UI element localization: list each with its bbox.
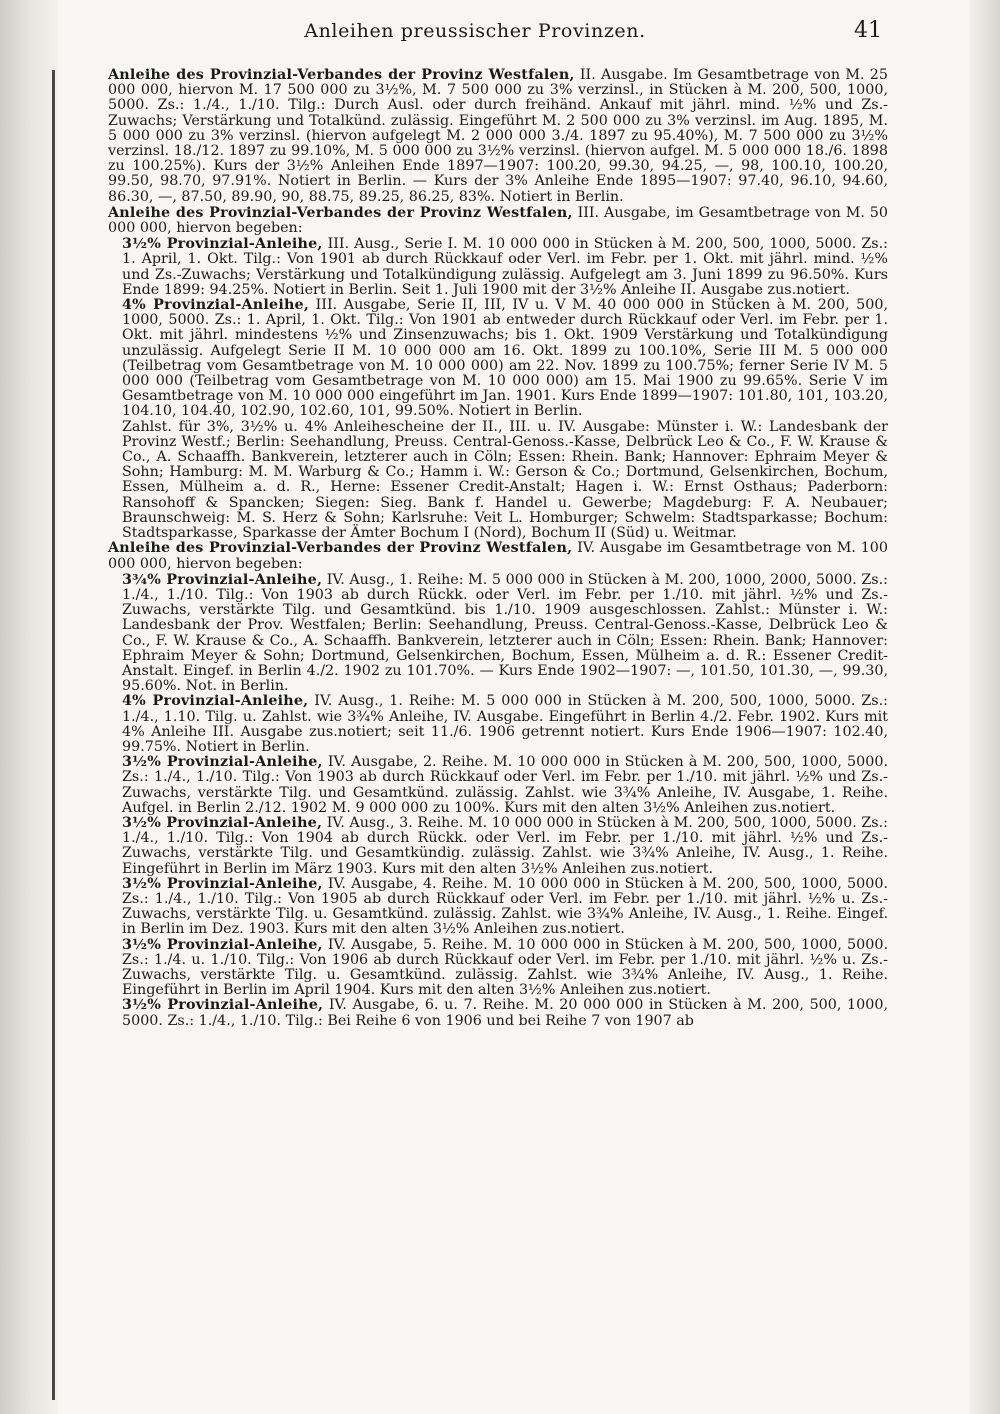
paragraph-text: IV. Ausgabe, 2. Reihe. M. 10 000 000 in Stücken à M. 200, 500, 1000, 5000. Zs.: 1./4., 1./10. Tilg.: Von 1903 ab durch Rückkauf oder Verl. im Febr. per 1./10. mit jährl. ½% und Zs.-Zuwachs, verstärkte Tilg. und Gesamtkünd. zulässig. Zahlst. wie 3¾% Anleihe, IV. Ausgabe, 1. Reihe. Aufgel. in Berlin 2./12. 1902 M. 9 000 000 zu 100%. Kurs mit den alten 3½% Anleihen zus.notiert. [122, 754, 888, 816]
paragraph-text: III. Ausg., Serie I. M. 10 000 000 in Stücken à M. 200, 500, 1000, 5000. Zs.: 1. April, 1. Okt. Tilg.: Von 1901 ab durch Rückkauf oder Verl. im Febr. per 1. Okt. mit jährl. mind. ½% und Zs.-Zuwachs; Verstärkung und Totalkündigung zulässig. Aufgelegt am 3. Juni 1899 zu 96.50%. Kurs Ende 1899: 94.25%. Notiert in Berlin. Seit 1. Juli 1900 mit der 3½% Anleihe II. Ausgabe zus.notiert. [122, 236, 888, 298]
paragraph-text: IV. Ausgabe im Gesamtbetrage von M. 100 000 000, hiervon begeben: [108, 540, 888, 572]
paragraph [108, 237, 888, 298]
paragraph [108, 877, 888, 938]
paragraph [108, 420, 888, 542]
paragraph-text: IV. Ausgabe, 4. Reihe. M. 10 000 000 in Stücken à M. 200, 500, 1000, 5000. Zs.: 1./4., 1./10. Tilg.: Von 1905 ab durch Rückkauf oder Verl. im Febr. per 1./10. mit jährl. ½% u. Zs.-Zuwachs, verstärkte Tilg. u. Gesamtkünd. zulässig. Zahlst. wie 3¾% Anleihe, IV. Ausg., 1. Reihe. Eingef. in Berlin im Dez. 1903. Kurs mit den alten 3½% Anleihen zus.notiert. [122, 875, 888, 938]
paragraph-heading: 4% Provinzial-Anleihe, [122, 693, 309, 710]
running-head: Anleihen preussischer Provinzen. [304, 20, 646, 42]
page-body [108, 68, 888, 1029]
page-edge [970, 0, 1000, 1414]
paragraph-text: IV. Ausgabe, 5. Reihe. M. 10 000 000 in Stücken à M. 200, 500, 1000, 5000. Zs.: 1./4. u. 1./10. Tilg.: Von 1906 ab durch Rückkauf oder Verl. im Febr. per 1./10. mit jährl. ½% u. Zs.-Zuwachs, verstärkte Tilg. u. Gesamtkünd. zulässig. Zahlst. wie 3¾% Anleihe, IV. Ausg., 1. Reihe. Eingeführt in Berlin im April 1904. Kurs mit den alten 3½% Anleihen zus.notiert. [122, 936, 888, 999]
gutter-shadow-line [52, 70, 55, 1400]
paragraph-text: IV. Ausg., 1. Reihe: M. 5 000 000 in Stücken à M. 200, 500, 1000, 5000. Zs.: 1./4., 1.10. Tilg. u. Zahlst. wie 3¾% Anleihe, IV. Ausgabe. Eingeführt in Berlin 4./2. Febr. 1902. Kurs mit 4% Anleihe III. Ausgabe zus.notiert; seit 11./6. 1906 getrennt notiert. Kurs Ende 1906—1907: 102.40, 99.75%. Notiert in Berlin. [122, 693, 888, 755]
paragraph [108, 541, 888, 571]
paragraph-heading: 3½% Provinzial-Anleihe, [122, 754, 323, 771]
paragraph-text: Zahlst. für 3%, 3½% u. 4% Anleihescheine der II., III. u. IV. Ausgabe: Münster i. W.: Landesbank der Provinz Westf.; Berlin: Seehandlung, Preuss. Central-Genoss.-Kasse, Delbrück Leo & Co., F. W. Krause & Co., A. Schaaffh. Bankverein, letzterer auch in Cöln; Essen: Rhein. Bank; Hannover: Ephraim Meyer & Sohn; Hamburg: M. M. Warburg & Co.; Hamm i. W.: Gerson & Co.; Dortmund, Gelsenkirchen, Bochum, Essen, Mülheim a. d. R., Herne: Essener Credit-Anstalt; Hagen i. W.: Ernst Osthaus; Paderborn: Ransohoff & Spancken; Siegen: Sieg. Bank f. Handel u. Gewerbe; Magdeburg: F. A. Neubauer; Braunschweig: M. S. Herz & Sohn; Karlsruhe: Veit L. Homburger; Schwelm: Stadtsparkasse; Bochum: Stadtsparkasse, Sparkasse der Ämter Bochum I (Nord), Bochum II (Süd) u. Weitmar. [122, 418, 888, 542]
paragraph-heading: 3½% Provinzial-Anleihe, [122, 936, 323, 953]
paragraph-heading: Anleihe des Provinzial-Verbandes der Provinz Westfalen, [108, 540, 573, 557]
paragraph-text: IV. Ausg., 1. Reihe: M. 5 000 000 in Stücken à M. 200, 1000, 2000, 5000. Zs.: 1./4., 1./10. Tilg.: Von 1903 ab durch Rückk. oder Verl. im Febr. per 1./10. mit jährl. ½% und Zs.-Zuwachs, verstärkte Tilg. und Gesamtkünd. bis 1./10. 1909 ausgeschlossen. Zahlst.: Münster i. W.: Landesbank der Prov. Westfalen; Berlin: Seehandlung, Preuss. Central-Genoss.-Kasse, Delbrück Leo & Co., F. W. Krause & Co., A. Schaaffh. Bankverein, letzterer auch in Cöln; Essen: Rhein. Bank; Hannover: Ephraim Meyer & Sohn; Dortmund, Gelsenkirchen, Bochum, Essen, Mülheim a. d. R.: Essener Credit-Anstalt. Eingef. in Berlin 4./2. 1902 zu 101.70%. — Kurs Ende 1902—1907: —, 101.50, 101.30, —, 99.30, 95.60%. Not. in Berlin. [122, 571, 888, 695]
paragraph-text: II. Ausgabe. Im Gesamtbetrage von M. 25 000 000, hiervon M. 17 500 000 zu 3½%, M. 7 500 000 zu 3% verzinsl., in Stücken à M. 200, 500, 1000, 5000. Zs.: 1./4., 1./10. Tilg.: Durch Ausl. oder durch freihänd. Ankauf mit jährl. mind. ½% und Zs.-Zuwachs; Verstärkung und Totalkünd. zulässig. Eingeführt M. 2 500 000 zu 3% verzinsl. im Aug. 1895, M. 5 000 000 zu 3% verzinsl. (hiervon aufgelegt M. 2 000 000 3./4. 1897 zu 95.40%), M. 7 500 000 zu 3½% verzinsl. 18./12. 1897 zu 99.10%, M. 5 000 000 zu 3½% verzinsl. (hiervon aufgel. M. 5 000 000 18./6. 1898 zu 100.25%). Kurs der 3½% Anleihen Ende 1897—1907: 100.20, 99.30, 94.25, —, 98, 100.10, 100.20, 99.50, 98.70, 97.91%. Notiert in Berlin. — Kurs der 3% Anleihe Ende 1895—1907: 97.40, 96.10, 94.60, 86.30, —, 87.50, 89.90, 90, 88.75, 89.25, 86.25, 83%. Notiert in Berlin. [108, 67, 888, 205]
paragraph [108, 573, 888, 695]
page-number: 41 [854, 18, 882, 43]
binding-gutter [0, 0, 58, 1414]
paragraph [108, 816, 888, 877]
paragraph [108, 68, 888, 205]
paragraph-heading: 3½% Provinzial-Anleihe, [122, 236, 323, 253]
paragraph [108, 938, 888, 999]
paragraph-heading: Anleihe des Provinzial-Verbandes der Provinz Westfalen, [108, 204, 573, 221]
paragraph-heading: 3½% Provinzial-Anleihe, [122, 814, 323, 831]
paragraph-text: IV. Ausgabe, 6. u. 7. Reihe. M. 20 000 000 in Stücken à M. 200, 500, 1000, 5000. Zs.: 1./4., 1./10. Tilg.: Bei Reihe 6 von 1906 und bei Reihe 7 von 1907 ab [122, 997, 888, 1029]
paragraph [108, 206, 888, 236]
paragraph [108, 998, 888, 1028]
paragraph [108, 755, 888, 816]
paragraph-text: III. Ausgabe, Serie II, III, IV u. V M. 40 000 000 in Stücken à M. 200, 500, 1000, 5000. Zs.: 1. April, 1. Okt. Tilg.: Von 1901 ab entweder durch Rückkauf oder Verl. im Febr. per 1. Okt. mit jährl. mindestens ½% und Zinsenzuwachs; bis 1. Okt. 1909 Verstärkung und Totalkündigung unzulässig. Aufgelegt Serie II M. 10 000 000 am 16. Okt. 1899 zu 100.10%, Serie III M. 5 000 000 (Teilbetrag vom Gesamtbetrage von M. 10 000 000) am 22. Nov. 1899 zu 100.75%; ferner Serie IV M. 5 000 000 (Teilbetrag vom Gesamtbetrage von M. 10 000 000) am 15. Mai 1900 zu 99.65%. Serie V im Gesamtbetrage von M. 10 000 000 eingeführt im Jan. 1901. Kurs Ende 1899—1907: 101.80, 101, 103.20, 104.10, 104.40, 102.90, 102.60, 101, 99.50%. Notiert in Berlin. [122, 297, 888, 420]
paragraph-heading: Anleihe des Provinzial-Verbandes der Provinz Westfalen, [108, 67, 575, 83]
paragraph-text: III. Ausgabe, im Gesamtbetrage von M. 50 000 000, hiervon begeben: [108, 204, 888, 237]
paragraph-heading: 3½% Provinzial-Anleihe, [122, 997, 324, 1014]
paragraph [108, 298, 888, 420]
paragraph-heading: 4% Provinzial-Anleihe, [122, 297, 310, 314]
paragraph-heading: 3½% Provinzial-Anleihe, [122, 875, 323, 892]
paragraph-heading: 3¾% Provinzial-Anleihe, [122, 571, 323, 588]
paragraph [108, 694, 888, 755]
paragraph-text: IV. Ausg., 3. Reihe. M. 10 000 000 in Stücken à M. 200, 500, 1000, 5000. Zs.: 1./4., 1./10. Tilg.: Von 1904 ab durch Rückk. oder Verl. im Febr. per 1./10. mit jährl. ½% und Zs.-Zuwachs, verstärkte Tilg. und Gesamtkündig. zulässig. Zahlst. wie 3¾% Anleihe, IV. Ausg., 1. Reihe. Eingeführt in Berlin im März 1903. Kurs mit den alten 3½% Anleihen zus.notiert. [122, 814, 888, 877]
